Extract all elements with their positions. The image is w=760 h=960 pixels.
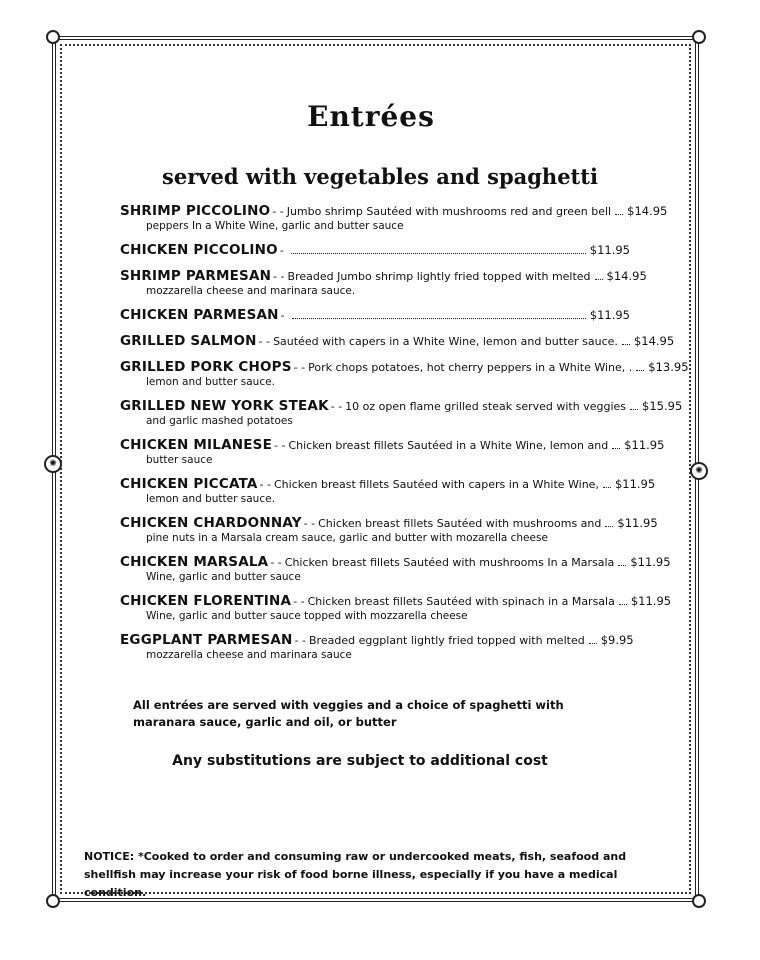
dot-leader: [603, 487, 611, 488]
item-description-cont: peppers In a White Wine, garlic and butter sauce: [146, 220, 404, 232]
item-name: CHICKEN MARSALA: [120, 554, 269, 570]
item-description: Sautéed with capers in a White Wine, lemon and butter sauce.: [273, 335, 618, 348]
dot-leader: [615, 214, 623, 215]
dot-leader: [636, 370, 644, 371]
dot-leader: [595, 279, 603, 280]
substitutions-note: Any substitutions are subject to additional cost: [172, 753, 548, 769]
served-with-note: All entrées are served with veggies and a choice of spaghetti with maranara sauce, garlic and oil, or butter: [133, 698, 564, 729]
item-price: $14.95: [606, 269, 647, 283]
menu-item: GRILLED PORK CHOPS - - Pork chops potatoes, hot cherry peppers in a White Wine, . $13.95 lemon and butter sauce.: [120, 359, 689, 388]
item-name: GRILLED NEW YORK STEAK: [120, 398, 329, 414]
item-price: $14.95: [633, 334, 675, 348]
item-description: Chicken breast fillets Sautéed with capers in a White Wine,: [274, 478, 599, 491]
item-description-cont: Wine, garlic and butter sauce topped with mozzarella cheese: [146, 610, 468, 622]
menu-item: SHRIMP PICCOLINO - - Jumbo shrimp Sautéed with mushrooms red and green bell $14.95 peppers In a White Wine, garlic and butter sauce: [120, 203, 668, 232]
item-description-cont: and garlic mashed potatoes: [146, 415, 293, 427]
dot-leader: [589, 643, 597, 644]
item-description-cont: mozzarella cheese and marinara sauce.: [146, 285, 356, 297]
item-price: $11.95: [614, 477, 656, 491]
page-subtitle: served with vegetables and spaghetti: [162, 164, 598, 189]
menu-item: CHICKEN PICCATA - - Chicken breast fillets Sautéed with capers in a White Wine, $11.95 lemon and butter sauce.: [120, 476, 656, 505]
menu-item: CHICKEN MILANESE - - Chicken breast fillets Sautéed in a White Wine, lemon and $11.95 butter sauce: [120, 437, 665, 466]
item-description-cont: mozzarella cheese and marinara sauce: [146, 649, 352, 661]
corner-ornament-icon: [46, 894, 60, 908]
entree-list: [120, 203, 689, 671]
item-name: CHICKEN FLORENTINA: [120, 593, 292, 609]
item-name: CHICKEN MILANESE: [120, 437, 272, 453]
item-description-cont: pine nuts in a Marsala cream sauce, garlic and butter with mozarella cheese: [146, 532, 548, 544]
dot-leader: [612, 448, 620, 449]
item-name: CHICKEN PICCATA: [120, 476, 258, 492]
item-description: Pork chops potatoes, hot cherry peppers in a White Wine, .: [308, 361, 633, 374]
item-description: Chicken breast fillets Sautéed with mushrooms In a Marsala: [284, 556, 615, 569]
menu-item: GRILLED SALMON - - Sautéed with capers in a White Wine, lemon and butter sauce. $14.95: [120, 333, 675, 349]
medallion-ornament-icon: ✺: [690, 462, 708, 480]
menu-item: CHICKEN PICCOLINO - $11.95: [120, 242, 630, 258]
item-price: $9.95: [600, 633, 634, 647]
menu-item: CHICKEN PARMESAN - $11.95: [120, 307, 630, 323]
corner-ornament-icon: [46, 30, 60, 44]
item-description: Jumbo shrimp Sautéed with mushrooms red and green bell: [286, 205, 612, 218]
corner-ornament-icon: [692, 30, 706, 44]
item-name: CHICKEN PARMESAN: [120, 307, 279, 323]
menu-item: CHICKEN MARSALA - - Chicken breast fillets Sautéed with mushrooms In a Marsala $11.95 Wine, garlic and butter sauce: [120, 554, 671, 583]
menu-item: CHICKEN FLORENTINA - - Chicken breast fillets Sautéed with spinach in a Marsala $11.95 Wine, garlic and butter sauce topped with mozzarella cheese: [120, 593, 672, 622]
dot-leader: [630, 409, 638, 410]
dot-leader: [618, 565, 626, 566]
item-price: $15.95: [642, 399, 683, 413]
menu-item: GRILLED NEW YORK STEAK - - 10 oz open flame grilled steak served with veggies $15.95 and garlic mashed potatoes: [120, 398, 683, 427]
item-price: $11.95: [617, 516, 658, 530]
item-name: SHRIMP PICCOLINO: [120, 203, 271, 219]
dot-leader: [622, 344, 630, 345]
menu-item: CHICKEN CHARDONNAY - - Chicken breast fillets Sautéed with mushrooms and $11.95 pine nuts in a Marsala cream sauce, garlic and butter with mozarella cheese: [120, 515, 658, 544]
page-title: Entrées: [307, 100, 435, 133]
item-name: CHICKEN PICCOLINO: [120, 242, 278, 258]
item-name: GRILLED SALMON: [120, 333, 257, 349]
corner-ornament-icon: [692, 894, 706, 908]
item-description-cont: lemon and butter sauce.: [146, 493, 275, 505]
health-notice: NOTICE: *Cooked to order and consuming raw or undercooked meats, fish, seafood and shellfish may increase your risk of food borne illness, especially if you have a medical condition.: [84, 850, 627, 899]
menu-item: SHRIMP PARMESAN - - Breaded Jumbo shrimp lightly fried topped with melted $14.95 mozzarella cheese and marinara sauce.: [120, 268, 647, 297]
item-name: GRILLED PORK CHOPS: [120, 359, 292, 375]
dot-leader: [292, 318, 586, 319]
item-description-cont: Wine, garlic and butter sauce: [146, 571, 301, 583]
item-description: Chicken breast fillets Sautéed with mushrooms and: [318, 517, 602, 530]
item-description-cont: butter sauce: [146, 454, 213, 466]
item-description: Chicken breast fillets Sautéed with spinach in a Marsala: [307, 595, 615, 608]
item-price: $11.95: [630, 594, 672, 608]
dot-leader: [605, 526, 613, 527]
item-name: SHRIMP PARMESAN: [120, 268, 272, 284]
item-name: CHICKEN CHARDONNAY: [120, 515, 302, 531]
item-description: Breaded eggplant lightly fried topped with melted: [309, 634, 585, 647]
dot-leader: [619, 604, 627, 605]
item-price: $14.95: [627, 204, 668, 218]
item-description: Breaded Jumbo shrimp lightly fried topped with melted: [287, 270, 591, 283]
item-description: Chicken breast fillets Sautéed in a White Wine, lemon and: [288, 439, 609, 452]
medallion-ornament-icon: ✺: [44, 455, 62, 473]
item-price: $11.95: [630, 555, 671, 569]
dot-leader: [291, 253, 586, 254]
item-price: $11.95: [589, 243, 630, 257]
item-description: 10 oz open flame grilled steak served with veggies: [345, 400, 627, 413]
item-price: $13.95: [648, 360, 689, 374]
item-price: $11.95: [624, 438, 665, 452]
item-description-cont: lemon and butter sauce.: [146, 376, 275, 388]
item-name: EGGPLANT PARMESAN: [120, 632, 293, 648]
menu-item: EGGPLANT PARMESAN - - Breaded eggplant lightly fried topped with melted $9.95 mozzarella cheese and marinara sauce: [120, 632, 634, 661]
item-price: $11.95: [589, 308, 630, 322]
